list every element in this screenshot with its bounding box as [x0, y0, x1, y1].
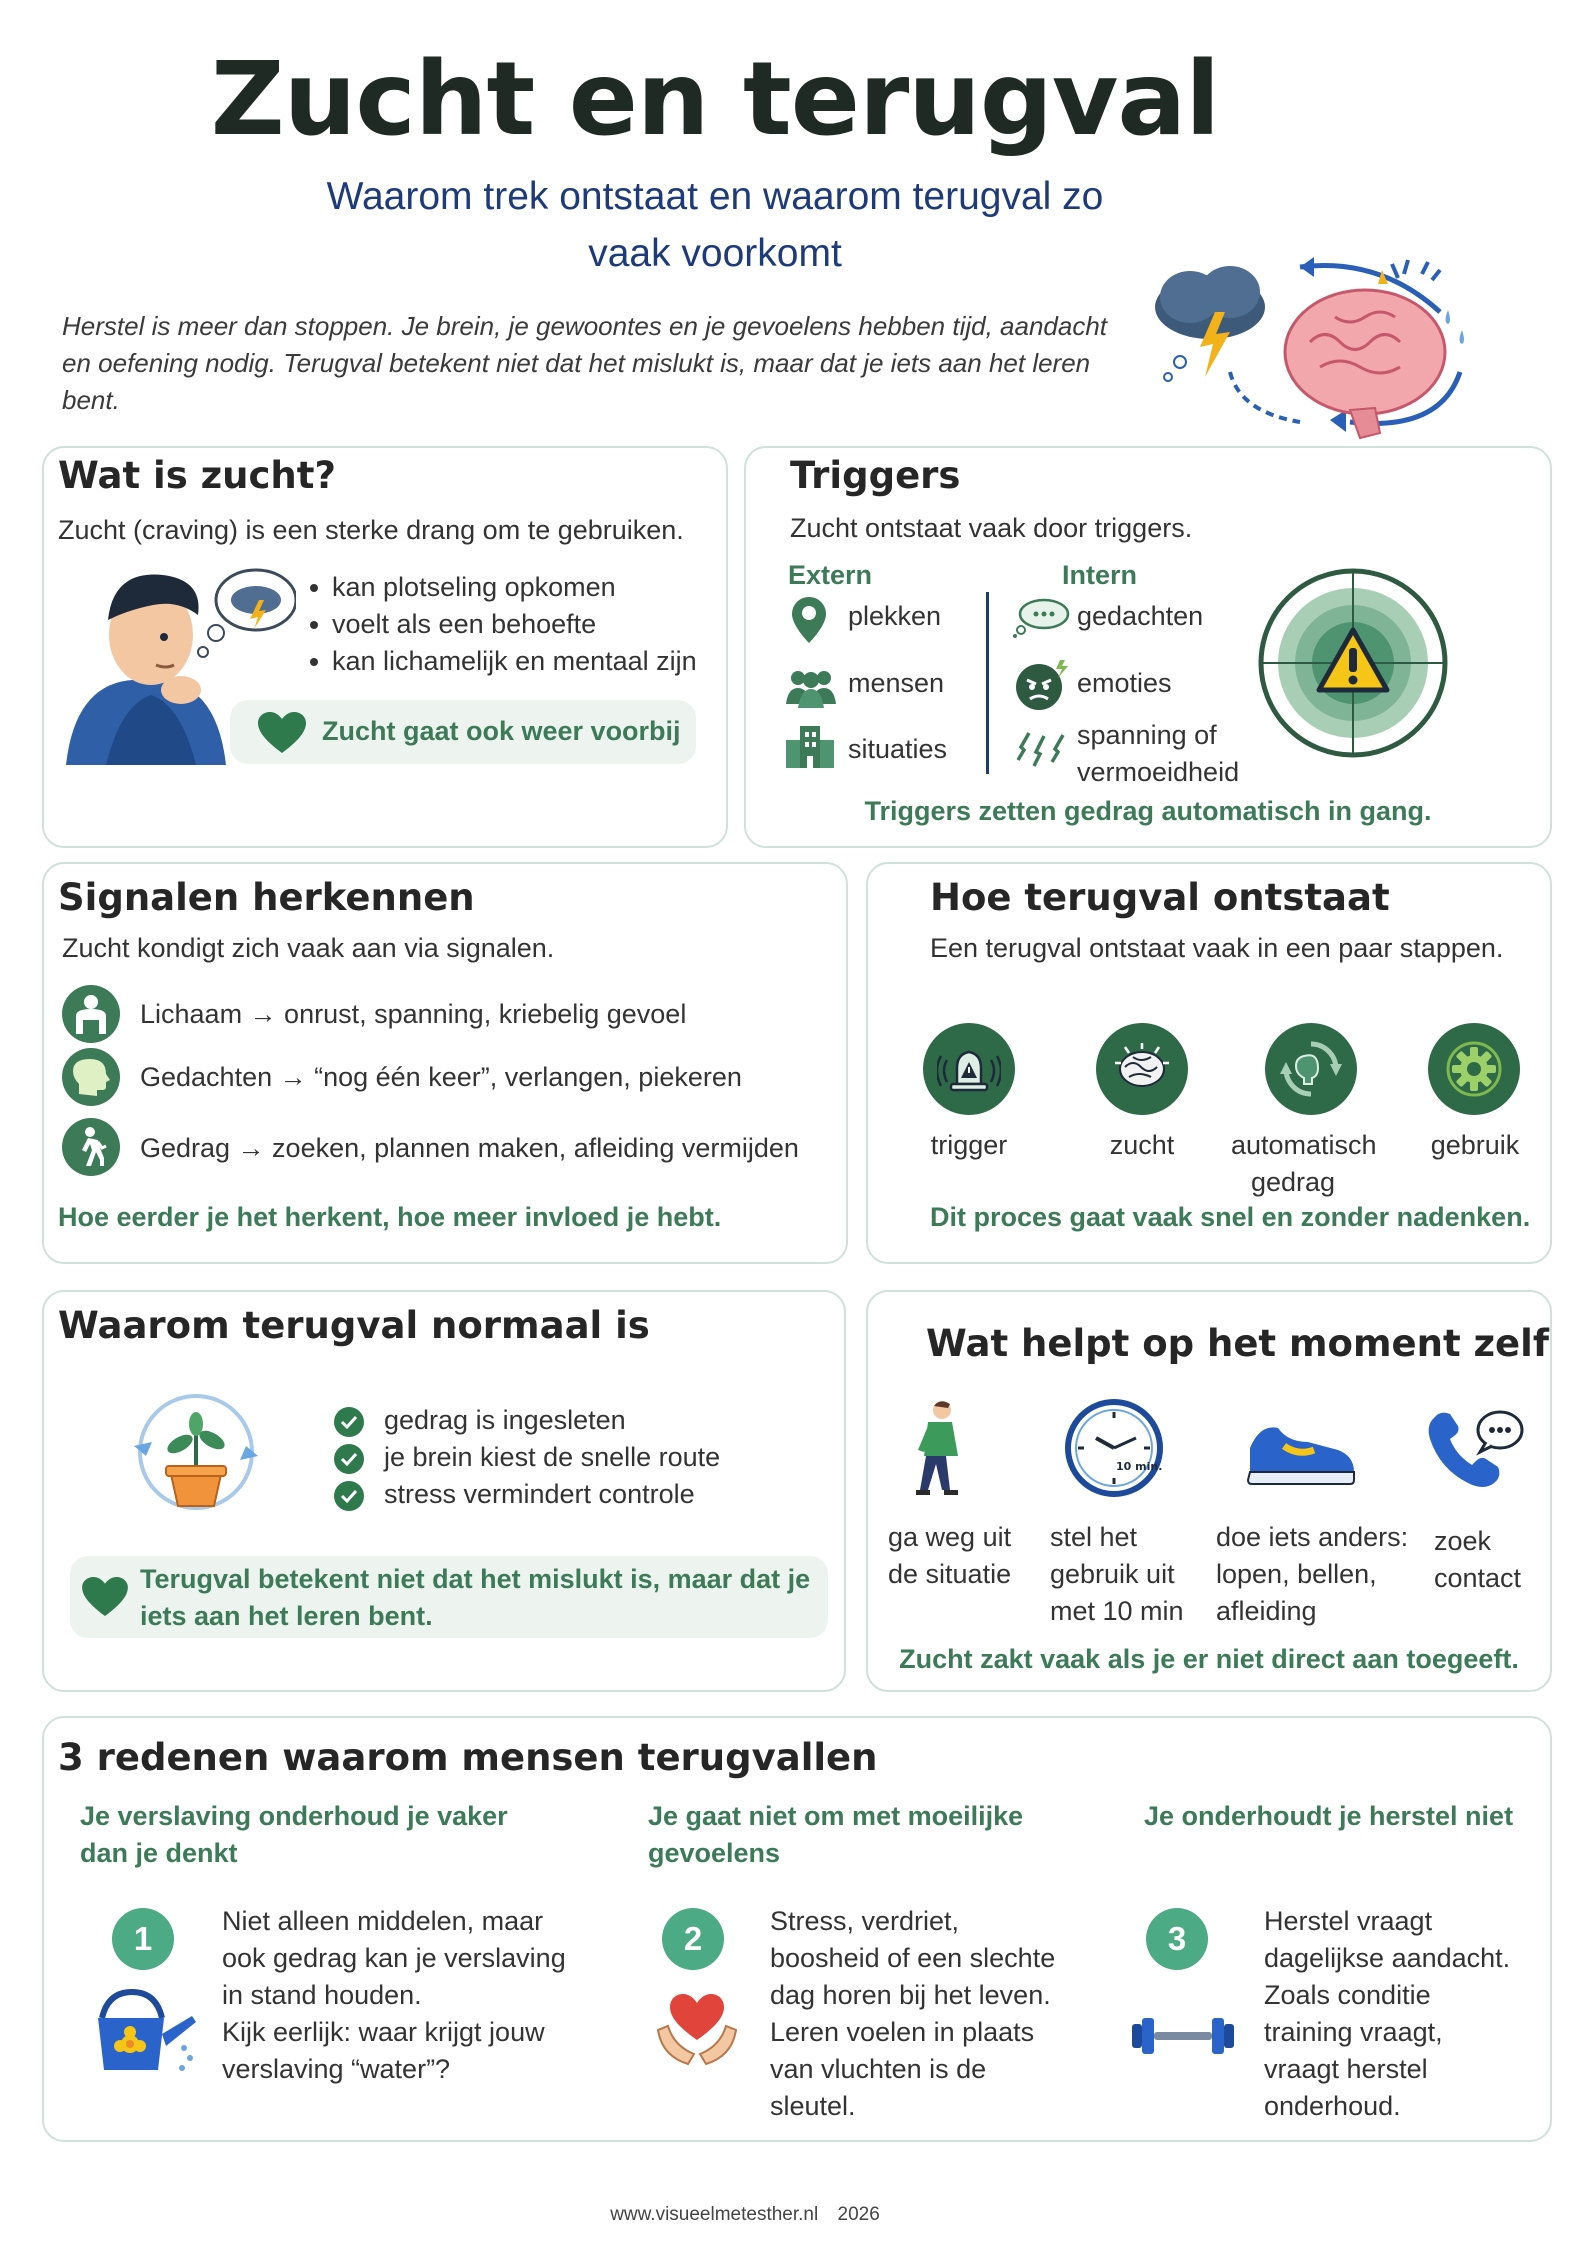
clock-icon: [1064, 1398, 1164, 1498]
subtitle-line-2: vaak voorkomt: [588, 232, 842, 275]
check-item: [334, 1402, 720, 1439]
watering-can-icon: [92, 1988, 202, 2084]
reason-body-line: verslaving “water”?: [222, 2054, 451, 2084]
extern-item: plekken: [848, 601, 942, 631]
pill-line: iets aan het leren bent.: [140, 1601, 433, 1631]
triggers-footer: Triggers zetten gedrag automatisch in gang.: [864, 796, 1432, 826]
intern-label: Intern: [1062, 560, 1138, 590]
step-label: trigger: [930, 1130, 1008, 1160]
target-warning-icon: [1256, 566, 1450, 760]
signal-item: Gedrag → zoeken, plannen maken, afleiding vermijden: [140, 1133, 799, 1163]
intern-item: [1077, 717, 1239, 791]
walking-person-icon: [62, 1118, 120, 1176]
reason-body-line: training vraagt,: [1264, 2017, 1443, 2047]
zucht-bullet-list: [306, 569, 697, 680]
bullet-item: kan lichamelijk en mentaal zijn: [306, 643, 697, 680]
helpt-item: [1434, 1523, 1521, 1597]
helpt-item: [1050, 1519, 1184, 1630]
page-footer: [0, 2204, 1490, 2226]
footer-website-link[interactable]: www.visueelmetesther.nl: [610, 2204, 819, 2225]
location-pin-icon: [792, 597, 826, 643]
thought-bubble-icon: [1012, 598, 1070, 638]
reason-body: [222, 1903, 566, 2088]
subtitle-line-1: Waarom trek ontstaat en waarom terugval zo: [326, 175, 1104, 218]
terugval-footer: Dit proces gaat vaak snel en zonder nadenken.: [930, 1202, 1531, 1232]
reason-body-line: dagelijkse aandacht.: [1264, 1943, 1511, 1973]
heart-icon: [258, 712, 306, 754]
signal-item: Gedachten → “nog één keer”, verlangen, piekeren: [140, 1062, 742, 1092]
card-title: Waarom terugval normaal is: [58, 1304, 650, 1347]
walking-away-icon: [906, 1400, 976, 1496]
triggers-divider: [986, 592, 989, 774]
people-icon: [786, 668, 836, 708]
helpt-item: [1216, 1519, 1408, 1630]
automatic-cycle-icon: [1265, 1023, 1357, 1115]
check-item: [334, 1439, 720, 1476]
reason-body-line: boosheid of een slechte: [770, 1943, 1056, 1973]
reason-body-line: ook gedrag kan je verslaving: [222, 1943, 566, 1973]
reason-body-line: Niet alleen middelen, maar: [222, 1906, 544, 1936]
page-title: Zucht en terugval: [210, 40, 1220, 159]
reason-heading-line: gevoelens: [648, 1838, 781, 1868]
normaal-pill-text: [140, 1561, 810, 1635]
normaal-check-list: [334, 1402, 720, 1513]
body-icon: [62, 985, 120, 1043]
reason-body: [1264, 1903, 1510, 2125]
head-thoughts-icon: [62, 1048, 120, 1106]
checkmark-icon: [334, 1444, 364, 1474]
step-label: zucht: [1109, 1130, 1175, 1160]
reason-heading-line: Je gaat niet om met moeilijke: [648, 1801, 1024, 1831]
intern-item: emoties: [1077, 668, 1172, 698]
helpt-line: met 10 min: [1050, 1596, 1184, 1626]
check-text: gedrag is ingesleten: [384, 1405, 626, 1435]
card-title: Hoe terugval ontstaat: [930, 876, 1390, 919]
reason-body-line: in stand houden.: [222, 1980, 422, 2010]
reason-body-line: van vluchten is de: [770, 2054, 987, 2084]
check-item: [334, 1476, 720, 1513]
zucht-pill-text: Zucht gaat ook weer voorbij: [322, 716, 681, 746]
helpt-line: zoek: [1434, 1526, 1492, 1556]
check-text: je brein kiest de snelle route: [384, 1442, 721, 1472]
dumbbell-icon: [1128, 2014, 1238, 2058]
reason-body-line: Kijk eerlijk: waar krijgt jouw: [222, 2017, 545, 2047]
heart-in-hands-icon: [654, 1990, 740, 2070]
angry-face-icon: [1014, 660, 1072, 710]
intern-item: gedachten: [1077, 601, 1204, 631]
step-label: gebruik: [1430, 1130, 1520, 1160]
phone-contact-icon: [1426, 1408, 1526, 1494]
reason-body-line: onderhoud.: [1264, 2091, 1401, 2121]
reason-heading: [648, 1798, 1023, 1872]
reason-heading: Je onderhoudt je herstel niet: [1144, 1801, 1514, 1831]
bullet-item: voelt als een behoefte: [306, 606, 697, 643]
helpt-line: contact: [1434, 1563, 1522, 1593]
reason-body: [770, 1903, 1055, 2125]
growing-plant-icon: [134, 1394, 258, 1516]
reason-heading-line: dan je denkt: [80, 1838, 238, 1868]
helpt-line: afleiding: [1216, 1596, 1317, 1626]
bullet-item: kan plotseling opkomen: [306, 569, 697, 606]
pill-line: Terugval betekent niet dat het mislukt is, maar dat je: [140, 1564, 811, 1594]
reason-number: 1: [112, 1908, 174, 1970]
card-lead: Zucht kondigt zich vaak aan via signalen.: [62, 933, 555, 963]
intern-item-line: spanning of: [1077, 720, 1217, 750]
reason-body-line: Herstel vraagt: [1264, 1906, 1433, 1936]
checkmark-icon: [334, 1407, 364, 1437]
reason-number: 2: [662, 1908, 724, 1970]
reason-number: 3: [1146, 1908, 1208, 1970]
brain-icon: [1096, 1023, 1188, 1115]
helpt-line: ga weg uit: [888, 1522, 1012, 1552]
step-label-line: automatisch: [1231, 1130, 1377, 1160]
extern-label: Extern: [788, 560, 873, 590]
tension-zigzag-icon: [1014, 728, 1070, 768]
card-title: Signalen herkennen: [58, 876, 475, 919]
reason-body-line: Leren voelen in plaats: [770, 2017, 1035, 2047]
alarm-bell-icon: [923, 1023, 1015, 1115]
helpt-footer: Zucht zakt vaak als je er niet direct aan toegeeft.: [899, 1644, 1519, 1674]
helpt-line: stel het: [1050, 1522, 1138, 1552]
gear-icon: [1428, 1023, 1520, 1115]
reason-heading-line: Je verslaving onderhoud je vaker: [80, 1801, 508, 1831]
sneaker-icon: [1244, 1420, 1358, 1486]
helpt-line: lopen, bellen,: [1216, 1559, 1377, 1589]
extern-item: situaties: [848, 734, 948, 764]
step-label: [1231, 1127, 1417, 1201]
intern-item-line: vermoeidheid: [1077, 757, 1240, 787]
reason-body-line: Zoals conditie: [1264, 1980, 1431, 2010]
signal-item: Lichaam → onrust, spanning, kriebelig gevoel: [140, 999, 687, 1029]
reason-body-line: Stress, verdriet,: [770, 1906, 960, 1936]
reason-body-line: sleutel.: [770, 2091, 856, 2121]
footer-year: 2026: [837, 2204, 880, 2225]
step-label-line: gedrag: [1251, 1167, 1336, 1197]
helpt-line: de situatie: [888, 1559, 1012, 1589]
reason-heading: [80, 1798, 508, 1872]
brain-storm-cycle-illustration: [1150, 252, 1480, 442]
buildings-icon: [786, 726, 834, 768]
card-title: Wat is zucht?: [58, 454, 336, 497]
card-lead: Zucht ontstaat vaak door triggers.: [790, 513, 1193, 543]
card-title: Triggers: [790, 454, 961, 497]
reason-body-line: dag horen bij het leven.: [770, 1980, 1051, 2010]
check-text: stress vermindert controle: [384, 1479, 695, 1509]
extern-item: mensen: [848, 668, 945, 698]
signalen-footer: Hoe eerder je het herkent, hoe meer invloed je hebt.: [58, 1202, 722, 1232]
card-title: Wat helpt op het moment zelf: [926, 1322, 1549, 1365]
helpt-line: gebruik uit: [1050, 1559, 1175, 1589]
reason-body-line: vraagt herstel: [1264, 2054, 1428, 2084]
card-lead: Een terugval ontstaat vaak in een paar stappen.: [930, 933, 1504, 963]
clock-label: 10 min.: [1116, 1460, 1163, 1473]
checkmark-icon: [334, 1481, 364, 1511]
card-title: 3 redenen waarom mensen terugvallen: [58, 1736, 878, 1779]
card-lead: Zucht (craving) is een sterke drang om te gebruiken.: [58, 515, 684, 545]
helpt-item: [888, 1519, 1011, 1593]
helpt-line: doe iets anders:: [1216, 1522, 1409, 1552]
heart-icon: [82, 1577, 128, 1617]
intro-text: Herstel is meer dan stoppen. Je brein, je gewoontes en je gevoelens hebben tijd, aandacht en oefening nodig. Terugval betekent niet dat het mislukt is, maar dat je iets aan het leren bent.: [62, 311, 1108, 415]
